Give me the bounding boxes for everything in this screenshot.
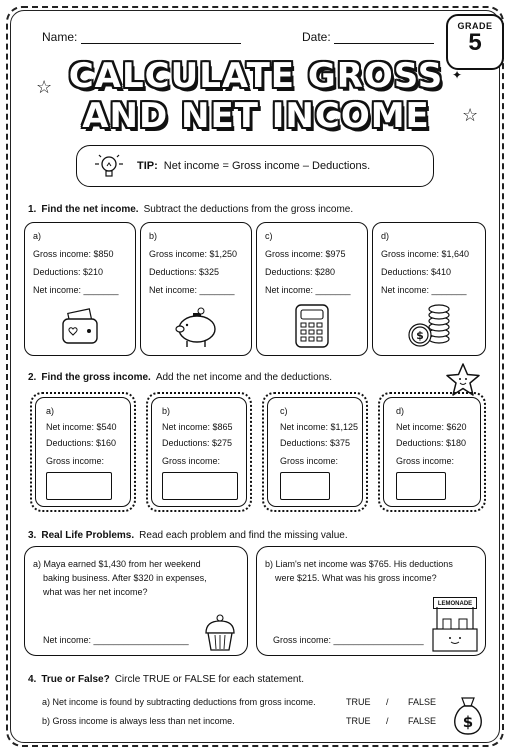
- deductions-value: Deductions: $375: [280, 438, 351, 448]
- star-icon: ☆: [36, 77, 53, 97]
- lightbulb-icon: [91, 152, 127, 182]
- item-letter: a): [33, 231, 42, 241]
- deductions-value: Deductions: $160: [46, 438, 117, 448]
- name-label: Name:: [42, 30, 78, 44]
- date-label: Date:: [302, 30, 331, 44]
- title-line-2: AND NET INCOME: [82, 96, 430, 136]
- false-option-b[interactable]: FALSE: [408, 716, 437, 726]
- answer-box[interactable]: [280, 472, 330, 500]
- deductions-value: Deductions: $280: [265, 267, 336, 277]
- net-income-card-d: [372, 222, 486, 356]
- wallet-icon: [59, 307, 103, 347]
- section-2-heading: [28, 372, 332, 383]
- answer-box[interactable]: [396, 472, 446, 500]
- section-3-heading: [28, 530, 348, 541]
- coins-icon: [405, 303, 455, 351]
- stand-icon: [429, 607, 481, 653]
- section-number: 2.: [28, 372, 37, 383]
- section-4-heading: [28, 674, 304, 685]
- gross-income-value: Gross income: $1,250: [149, 249, 238, 259]
- item-letter: a): [46, 406, 55, 416]
- item-letter: b): [162, 406, 171, 416]
- lemonade-sign: LEMONADE: [433, 597, 477, 609]
- svg-text:$: $: [462, 713, 474, 731]
- lemonade-stand-icon: [429, 597, 481, 653]
- grade-value: 5: [468, 29, 482, 56]
- section-number: 1.: [28, 204, 37, 215]
- deductions-value: Deductions: $210: [33, 267, 104, 277]
- statement-a: a) Net income is found by subtracting deductions from gross income.: [42, 697, 316, 707]
- problem-text: baking business. After $320 in expenses,: [43, 573, 207, 583]
- problem-text: a) Maya earned $1,430 from her weekend: [33, 559, 201, 569]
- section-title: True or False?: [41, 674, 110, 685]
- problem-text: what was her net income?: [43, 587, 148, 597]
- false-option-a[interactable]: FALSE: [408, 697, 437, 707]
- net-income-value: Net income: $865: [162, 422, 233, 432]
- section-instruction: Subtract the deductions from the gross income.: [143, 204, 354, 215]
- svg-text:$: $: [416, 329, 424, 342]
- gross-income-value: Gross income: $1,640: [381, 249, 470, 259]
- gross-income-card-b: [146, 392, 252, 512]
- tip-label: TIP:: [137, 160, 158, 172]
- section-instruction: Read each problem and find the missing value.: [139, 530, 348, 541]
- name-field[interactable]: [42, 30, 241, 44]
- net-income-answer[interactable]: Net income: _______: [265, 285, 351, 295]
- gross-income-value: Gross income: $975: [265, 249, 346, 259]
- deductions-value: Deductions: $325: [149, 267, 220, 277]
- problem-text: were $215. What was his gross income?: [275, 573, 437, 583]
- title-line-1: CALCULATE GROSS: [68, 56, 444, 96]
- gross-income-card-c: [262, 392, 368, 512]
- answer-box[interactable]: [46, 472, 112, 500]
- star-icon: ☆: [462, 105, 479, 125]
- option-separator: /: [386, 697, 389, 707]
- deductions-value: Deductions: $180: [396, 438, 467, 448]
- tip-text: Net income = Gross income – Deductions.: [163, 160, 371, 172]
- item-letter: d): [396, 406, 405, 416]
- option-separator: /: [386, 716, 389, 726]
- item-letter: d): [381, 231, 390, 241]
- sparkle-icon: ✦: [452, 68, 463, 82]
- gross-income-label: Gross income:: [46, 456, 105, 466]
- date-line[interactable]: [334, 43, 434, 44]
- gross-income-label: Gross income:: [396, 456, 455, 466]
- problem-text: b) Liam's net income was $765. His deductions: [265, 559, 453, 569]
- statement-b: b) Gross income is always less than net income.: [42, 716, 235, 726]
- name-line[interactable]: [81, 43, 241, 44]
- grade-label: GRADE: [457, 21, 493, 31]
- item-letter: c): [280, 406, 288, 416]
- calculator-icon: [293, 303, 331, 349]
- deductions-value: Deductions: $275: [162, 438, 233, 448]
- section-number: 3.: [28, 530, 37, 541]
- answer-box[interactable]: [162, 472, 238, 500]
- net-income-card-c: [256, 222, 368, 356]
- section-1-heading: [28, 204, 353, 215]
- gross-income-card-d: [378, 392, 486, 512]
- net-income-answer[interactable]: Net income: _______: [33, 285, 119, 295]
- item-letter: c): [265, 231, 273, 241]
- gross-income-answer[interactable]: Gross income: __________________: [273, 635, 424, 645]
- net-income-value: Net income: $1,125: [280, 422, 359, 432]
- net-income-answer[interactable]: Net income: _______: [381, 285, 467, 295]
- item-letter: b): [149, 231, 158, 241]
- net-income-answer[interactable]: Net income: ___________________: [43, 635, 189, 645]
- section-title: Find the gross income.: [41, 372, 151, 383]
- net-income-value: Net income: $540: [46, 422, 117, 432]
- net-income-card-a: [24, 222, 136, 356]
- section-title: Real Life Problems.: [41, 530, 135, 541]
- true-option-a[interactable]: TRUE: [346, 697, 371, 707]
- section-instruction: Circle TRUE or FALSE for each statement.: [114, 674, 305, 685]
- tip-box: [76, 145, 434, 187]
- net-income-card-b: [140, 222, 252, 356]
- piggy-bank-icon: [171, 307, 221, 349]
- gross-income-label: Gross income:: [280, 456, 339, 466]
- section-title: Find the net income.: [41, 204, 139, 215]
- section-instruction: Add the net income and the deductions.: [155, 372, 333, 383]
- net-income-answer[interactable]: Net income: _______: [149, 285, 235, 295]
- gross-income-value: Gross income: $850: [33, 249, 114, 259]
- date-field[interactable]: [302, 30, 434, 44]
- section-number: 4.: [28, 674, 37, 685]
- problem-card-a: [24, 546, 248, 656]
- money-bag-icon: [448, 694, 488, 738]
- gross-income-label: Gross income:: [162, 456, 221, 466]
- net-income-value: Net income: $620: [396, 422, 467, 432]
- true-option-b[interactable]: TRUE: [346, 716, 371, 726]
- deductions-value: Deductions: $410: [381, 267, 452, 277]
- problem-card-b: [256, 546, 486, 656]
- gross-income-card-a: [30, 392, 136, 512]
- cupcake-icon: [201, 613, 239, 653]
